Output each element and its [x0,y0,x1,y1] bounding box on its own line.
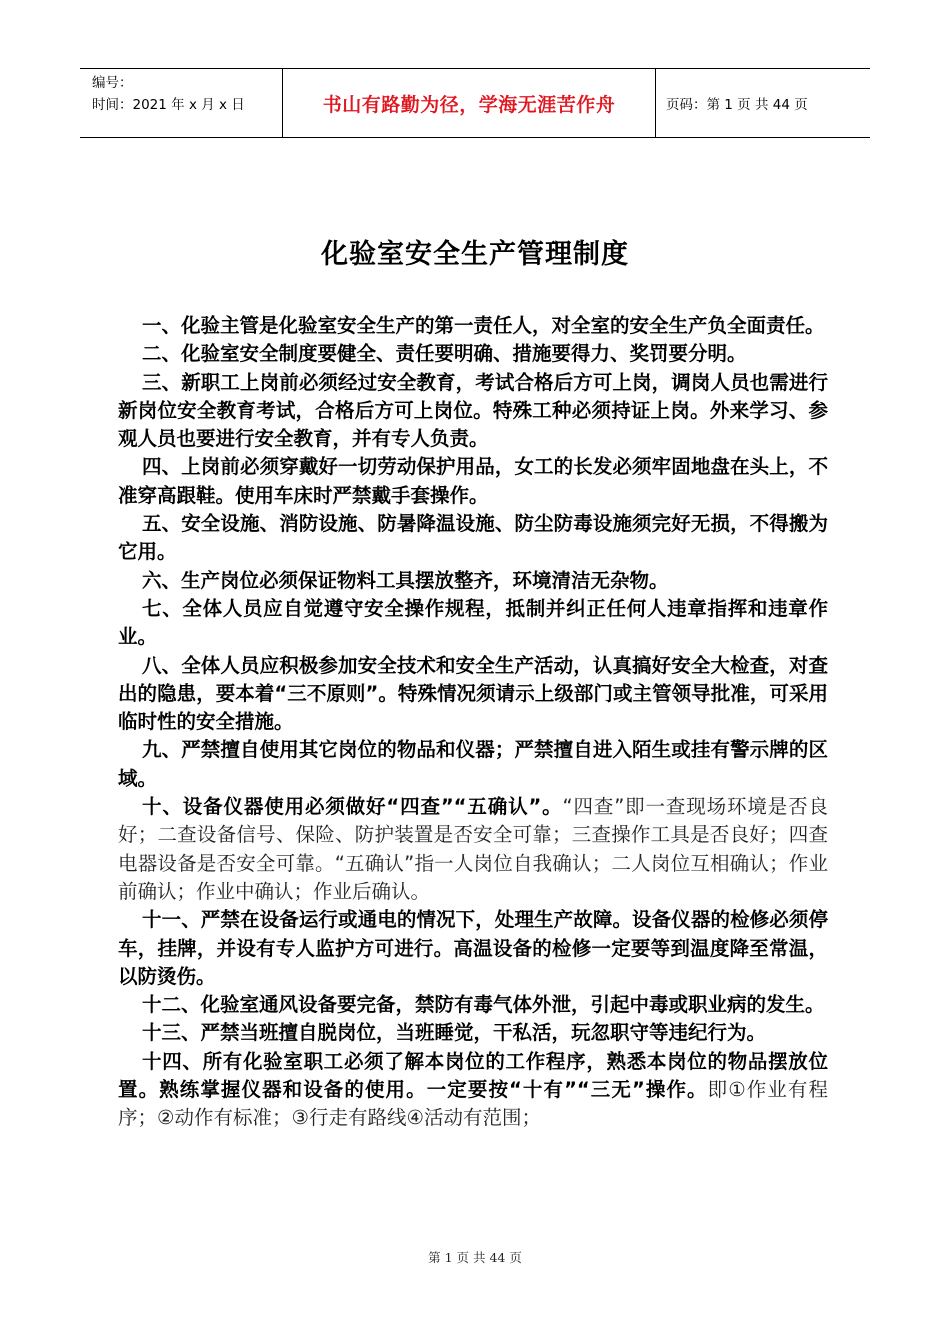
paragraph-5 [118,510,828,567]
paragraph-10 [118,793,828,906]
paragraph-text: 九、严禁擅自使用其它岗位的物品和仪器；严禁擅自进入陌生或挂有警示牌的区域。 [118,738,828,790]
page-header [80,68,870,138]
paragraph-6 [118,567,828,595]
paragraph-2 [118,340,828,368]
paragraph-text: 十四、所有化验室职工必须了解本岗位的工作程序，熟悉本岗位的物品摆放位置。熟练掌握仪器和设备的使用。一定要按“十有”“三无”操作。 [118,1049,828,1102]
paragraph-11 [118,906,828,991]
document-date: 时间：2021 年 x 月 x 日 [92,97,245,113]
paragraph-1 [118,312,828,340]
paragraph-text: 十三、严禁当班擅自脱岗位，当班睡觉，干私活，玩忽职守等违纪行为。 [142,1021,767,1045]
paragraph-text: 二、化验室安全制度要健全、责任要明确、措施要得力、奖罚要分明。 [142,342,747,366]
paragraph-14 [118,1048,828,1133]
paragraph-text: 三、新职工上岗前必须经过安全教育，考试合格后方可上岗，调岗人员也需进行新岗位安全教育考试，合格后方可上岗位。特殊工种必须持证上岗。外来学习、参观人员也要进行安全教育，并有专人负责。 [118,370,828,451]
header-page-info: 页码：第 1 页 共 44 页 [666,97,808,113]
paragraph-text: 七、全体人员应自觉遵守安全操作规程，抵制并纠正任何人违章指挥和违章作业。 [118,596,828,649]
paragraph-8 [118,652,828,737]
paragraph-4 [118,453,828,510]
document-title: 化验室安全生产管理制度 [321,239,629,270]
paragraph-text: 八、全体人员应积极参加安全技术和安全生产活动，认真搞好安全大检查，对查出的隐患，要本着“三不原则”。特殊情况须请示上级部门或主管领导批准，可采用临时性的安全措施。 [118,653,828,734]
paragraph-7 [118,595,828,652]
paragraph-9 [118,736,828,793]
document-body [118,312,828,1133]
paragraph-text: 一、化验主管是化验室安全生产的第一责任人，对全室的安全生产负全面责任。 [142,314,825,337]
paragraph-12 [118,991,828,1019]
paragraph-text: 六、生产岗位必须保证物料工具摆放整齐，环境清洁无杂物。 [142,568,669,592]
paragraph-text-normal: 即①作业有程序；②动作有标准；③行走有路线④活动有范围； [118,1078,828,1130]
paragraph-text: 十、设备仪器使用必须做好“四查”“五确认”。 [142,795,563,819]
paragraph-text: 十二、化验室通风设备要完备，禁防有毒气体外泄，引起中毒或职业病的发生。 [142,993,825,1017]
header-left [80,69,282,137]
header-motto: 书山有路勤为径，学海无涯苦作舟 [282,69,656,137]
document-number-label: 编号： [92,75,133,91]
paragraph-text-normal: “四查”即一查现场环境是否良好；二查设备信号、保险、防护装置是否安全可靠；三查操作工具是否良好；四查电器设备是否安全可靠。“五确认”指一人岗位自我确认；二人岗位互相确认；作业前确认；作业中确认；作业后确认。 [118,795,828,903]
page-footer: 第 1 页 共 44 页 [428,1250,522,1265]
paragraph-3 [118,369,828,454]
paragraph-text: 五、安全设施、消防设施、防暑降温设施、防尘防毒设施须完好无损，不得搬为它用。 [118,512,828,564]
paragraph-text: 十一、严禁在设备运行或通电的情况下，处理生产故障。设备仪器的检修必须停车，挂牌，并设有专人监护方可进行。高温设备的检修一定要等到温度降至常温，以防烫伤。 [118,908,828,988]
paragraph-13 [118,1019,828,1047]
paragraph-text: 四、上岗前必须穿戴好一切劳动保护用品，女工的长发必须牢固地盘在头上，不准穿高跟鞋。使用车床时严禁戴手套操作。 [118,455,828,507]
